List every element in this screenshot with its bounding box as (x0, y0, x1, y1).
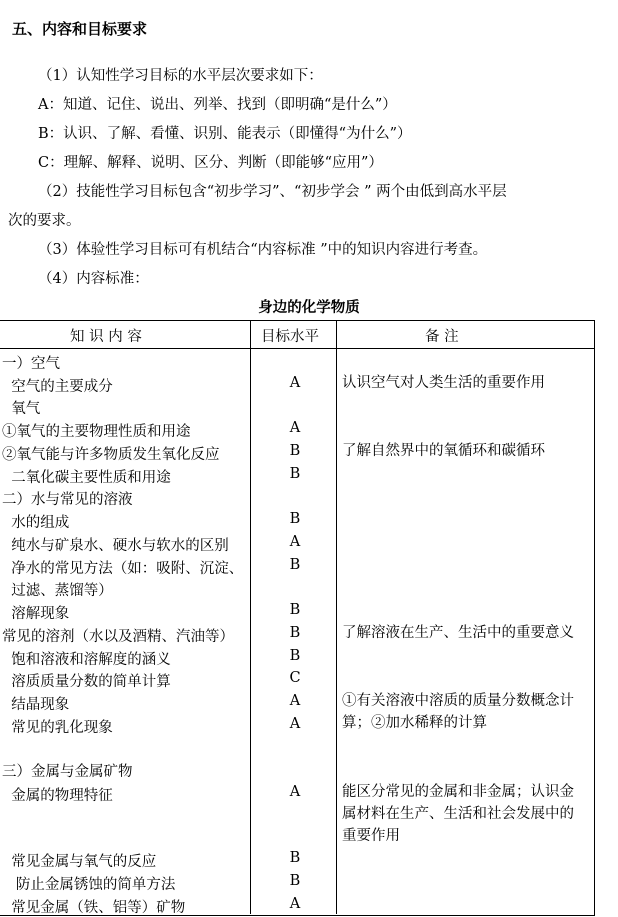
header-level: 目标水平 (261, 329, 319, 345)
row-note: ①有关溶液中溶质的质量分数概念计算；②加水稀释的计算 (342, 693, 574, 731)
row-level: B (289, 466, 301, 482)
row-level: A (289, 716, 301, 732)
row-level: B (289, 625, 301, 641)
header-note: 备 注 (425, 329, 459, 345)
header-divider (0, 348, 594, 349)
paragraph-level-c: C：理解、解释、说明、区分、判断（即能够“应用”） (38, 155, 383, 171)
row-level: B (289, 557, 301, 573)
row-content: 三）金属与金属矿物 (2, 764, 133, 780)
row-content: 二）水与常见的溶液 (2, 492, 133, 508)
header-content: 知 识 内 容 (70, 329, 142, 345)
row-level: A (289, 420, 301, 436)
row-level: B (289, 443, 301, 459)
row-content: 常见金属与氧气的反应 (2, 854, 157, 870)
row-note: 了解溶液在生产、生活中的重要意义 (342, 625, 574, 641)
row-content: 过滤、蒸馏等） (2, 583, 113, 599)
row-level: B (289, 873, 301, 889)
row-level: C (289, 670, 301, 686)
row-content: 氧气 (2, 401, 41, 417)
row-content: 金属的物理特征 (2, 788, 113, 804)
row-content: 常见的溶剂（水以及酒精、汽油等） (2, 629, 234, 645)
paragraph-level-b: B：认识、了解、看懂、识别、能表示（即懂得“为什么”） (38, 126, 412, 142)
paragraph-3: （3）体验性学习目标可有机结合“内容标准 ”中的知识内容进行考查。 (38, 242, 488, 258)
row-level: B (289, 648, 301, 664)
row-note: 认识空气对人类生活的重要作用 (342, 375, 545, 391)
row-level: A (289, 784, 301, 800)
row-content: 结晶现象 (2, 697, 70, 713)
row-level: A (289, 693, 301, 709)
row-content: 溶质质量分数的简单计算 (2, 674, 171, 690)
row-content: ②氧气能与许多物质发生氧化反应 (2, 447, 220, 463)
row-level: A (289, 375, 301, 391)
section-heading: 五、内容和目标要求 (12, 20, 148, 38)
paragraph-1: （1）认知性学习目标的水平层次要求如下： (38, 68, 323, 84)
paragraph-level-a: A：知道、记住、说出、列举、找到（即明确“是什么”） (38, 97, 397, 113)
row-content: 二氧化碳主要性质和用途 (2, 470, 171, 486)
column-divider (336, 320, 337, 914)
paragraph-2: （2）技能性学习目标包含“初步学习”、“初步学会 ” 两个由低到高水平层 (38, 184, 507, 200)
column-divider (250, 320, 251, 914)
row-content: 常见金属（铁、铝等）矿物 (2, 900, 186, 916)
row-content: ①氧气的主要物理性质和用途 (2, 424, 191, 440)
row-content: 饱和溶液和溶解度的涵义 (2, 652, 171, 668)
row-content: 空气的主要成分 (2, 379, 113, 395)
row-content: 纯水与矿泉水、硬水与软水的区别 (2, 538, 229, 554)
row-note: 了解自然界中的氧循环和碳循环 (342, 443, 545, 459)
paragraph-2-cont: 次的要求。 (8, 213, 81, 229)
row-level: B (289, 511, 301, 527)
row-content: 防止金属锈蚀的简单方法 (2, 877, 176, 893)
row-content: 一）空气 (2, 356, 60, 372)
row-level: A (289, 896, 301, 912)
row-note: 能区分常见的金属和非金属；认识金属材料在生产、生活和社会发展中的重要作用 (342, 784, 574, 844)
table-caption: 身边的化学物质 (258, 299, 360, 316)
row-content: 溶解现象 (2, 606, 70, 622)
row-content: 净水的常见方法（如：吸附、沉淀、 (2, 561, 244, 577)
row-level: A (289, 534, 301, 550)
paragraph-4: （4）内容标准： (38, 271, 149, 287)
row-content: 水的组成 (2, 515, 70, 531)
row-level: B (289, 602, 301, 618)
row-content: 常见的乳化现象 (2, 720, 113, 736)
row-level: B (289, 850, 301, 866)
